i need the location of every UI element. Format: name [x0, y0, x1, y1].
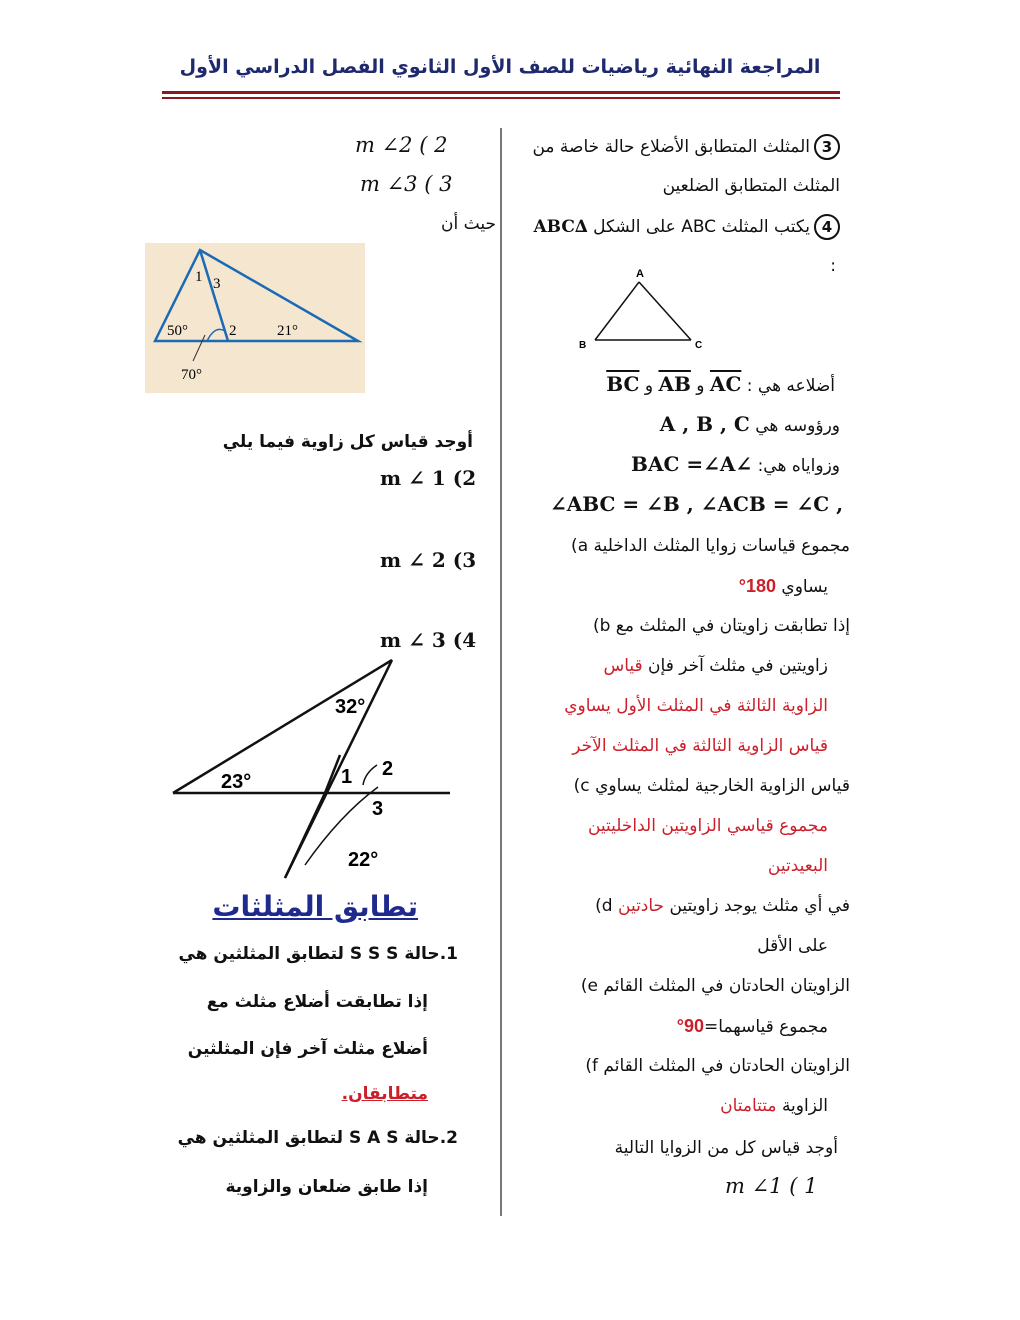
statement-b-line2-text: زاويتين في مثلث آخر فإن: [648, 656, 828, 676]
vertex-a-label: A: [636, 268, 644, 280]
header-rule: [162, 91, 840, 94]
statement-d: [595, 896, 850, 916]
statement-c-red2: البعيدتين: [767, 856, 828, 876]
sss-line3: أضلاع مثلث آخر فإن المثلثين: [187, 1039, 428, 1059]
vertices-label: ورؤوسه هي: [755, 416, 840, 436]
angle-2-arc: [363, 765, 377, 785]
fig2-label-23: 23°: [221, 771, 252, 793]
triangle-lower-side: [285, 793, 325, 878]
figure-intersecting-lines: [165, 655, 460, 885]
fig2-label-1: 1: [341, 766, 353, 788]
sas-number: 2.: [439, 1128, 458, 1148]
question-3: m ∠3 ( 3: [360, 172, 453, 196]
statement-e-line2: [677, 1016, 828, 1037]
side-bc: $\overline{BC}$: [606, 372, 640, 396]
statement-a: [571, 536, 850, 556]
fig1-label-3: 3: [213, 276, 221, 292]
vertex-b-label: B: [579, 340, 587, 351]
problem-4: m ∠ 3 (4: [380, 628, 477, 652]
sss-text: حالة S S S لتطابق المثلثين هي: [178, 944, 440, 964]
triangle-extension: [325, 755, 340, 793]
angle-70-pointer: [193, 335, 205, 361]
problem-3: m ∠ 2 (3: [380, 548, 477, 572]
fig1-label-50: 50°: [167, 323, 188, 339]
statement-f-line2-text: الزاوية: [781, 1096, 828, 1116]
statement-f-text: الزاويتان الحادتان في المثلث القائم: [603, 1056, 850, 1076]
item3-line2: المثلث المتطابق الضلعين: [662, 176, 840, 196]
statement-f-line2: [720, 1096, 828, 1116]
sas-line1: [178, 1128, 458, 1148]
item4-notation: ∆ABC: [533, 217, 588, 237]
item3-line1: [532, 134, 840, 160]
value-180: 180°: [738, 576, 776, 596]
fig2-label-3: 3: [372, 798, 384, 820]
sas-line2: إذا طابق ضلعان والزاوية: [225, 1177, 428, 1197]
angles-value-1: ∠BAC =∠A: [631, 452, 753, 476]
congruent-triangles-title: تطابق المثلثات: [212, 890, 418, 923]
statement-d-text: في أي مثلث يوجد زاويتين: [669, 896, 850, 916]
item3-text: المثلث المتطابق الأضلاع حالة خاصة من: [532, 137, 810, 157]
statement-e-sum: مجموع قياسهما=: [703, 1017, 828, 1037]
page-header: المراجعة النهائية رياضيات للصف الأول الثانوي الفصل الدراسي الأول: [179, 56, 821, 78]
angles-value-2: ∠ABC = ∠B , ∠ACB = ∠C ,: [550, 492, 844, 516]
find-angles-instruction: أوجد قياس كل من الزوايا التالية: [614, 1138, 838, 1158]
angle-70-arc: [207, 329, 225, 341]
header-rule-thin: [162, 97, 840, 99]
statement-a-text: مجموع قياسات زوايا المثلث الداخلية: [593, 536, 850, 556]
sas-text: حالة S A S لتطابق المثلثين هي: [177, 1128, 440, 1148]
question-1: m ∠1 ( 1: [725, 1174, 818, 1198]
fig2-label-22: 22°: [348, 849, 379, 871]
problem-2: m ∠ 1 (2: [380, 466, 477, 490]
statement-b-line1: [593, 616, 850, 636]
fig2-label-2: 2: [382, 758, 394, 780]
fig1-label-21: 21°: [277, 323, 298, 339]
angles-label: وزواياه هي:: [757, 456, 840, 476]
sss-line2: إذا تطابقت أضلاع مثلث مع: [206, 992, 428, 1012]
fig1-label-2: 2: [229, 323, 237, 339]
column-divider: [500, 128, 502, 1216]
sss-number: 1.: [439, 944, 458, 964]
statement-c-red1: مجموع قياسي الزاويتين الداخليتين: [587, 816, 828, 836]
figure-triangle-angles-svg: [145, 243, 365, 393]
fig1-label-70: 70°: [181, 367, 202, 383]
fig1-label-1: 1: [195, 269, 203, 285]
statement-d-line2: على الأقل: [757, 936, 828, 956]
statement-b-text: إذا تطابقت زاويتان في المثلث مع: [615, 616, 850, 636]
item4-colon: :: [830, 256, 836, 276]
side-ab: $\overline{AB}$: [658, 372, 691, 396]
item4-number: 4: [814, 214, 840, 240]
statement-b-red1: الزاوية الثالثة في المثلث الأول يساوي: [564, 696, 828, 716]
statement-f-label: f): [585, 1056, 598, 1076]
statement-b-line2: [603, 656, 828, 676]
statement-a-equals: يساوي: [781, 577, 828, 597]
statement-c-text: قياس الزاوية الخارجية لمثلث يساوي: [595, 776, 850, 796]
sss-line1: [178, 944, 458, 964]
statement-f-red: متتامتان: [720, 1096, 777, 1116]
item4-line1: [533, 214, 840, 240]
item4-text: يكتب المثلث ABC على الشكل: [593, 217, 810, 237]
statement-d-label: d): [595, 896, 613, 916]
statement-f: [585, 1056, 850, 1076]
statement-b-line2-red: قياس: [603, 656, 643, 676]
statement-c: [574, 776, 850, 796]
statement-e-text: الزاويتان الحادتان في المثلث القائم: [603, 976, 850, 996]
question-2: m ∠2 ( 2: [355, 133, 448, 157]
vertex-c-label: C: [695, 340, 703, 351]
where-text: حيث أن: [441, 214, 496, 234]
triangle-abc-figure: [575, 262, 715, 357]
sss-line4: متطابقان.: [341, 1084, 428, 1104]
statement-b-red2: قياس الزاوية الثالثة في المثلث الآخر: [572, 736, 828, 756]
vertices-value: A , B , C: [659, 412, 750, 436]
statement-c-label: c): [573, 776, 590, 796]
sides-label: أضلاعه هي :: [746, 376, 835, 396]
triangle-side-ac: [639, 282, 691, 340]
statement-b-label: b): [592, 616, 611, 636]
statement-a-line2: [739, 576, 828, 597]
vertices-line: [660, 412, 840, 436]
item3-number: 3: [814, 134, 840, 160]
and-word-2: و: [644, 376, 654, 396]
and-word: و: [696, 376, 705, 396]
sides-line: [606, 372, 835, 396]
fig2-label-32: 32°: [335, 696, 366, 718]
statement-a-label: a): [571, 536, 589, 556]
figure-triangle-angles: [145, 243, 365, 393]
find-each-angle-instruction: أوجد قياس كل زاوية فيما يلي: [222, 432, 473, 452]
side-ac: $\overline{AC}$: [709, 372, 742, 396]
value-90: 90°: [676, 1016, 704, 1036]
statement-e-label: e): [580, 976, 598, 996]
statement-d-red: حادتين: [618, 896, 665, 916]
statement-e: [581, 976, 850, 996]
angles-line: [631, 452, 840, 476]
triangle-side-ab: [595, 282, 639, 340]
